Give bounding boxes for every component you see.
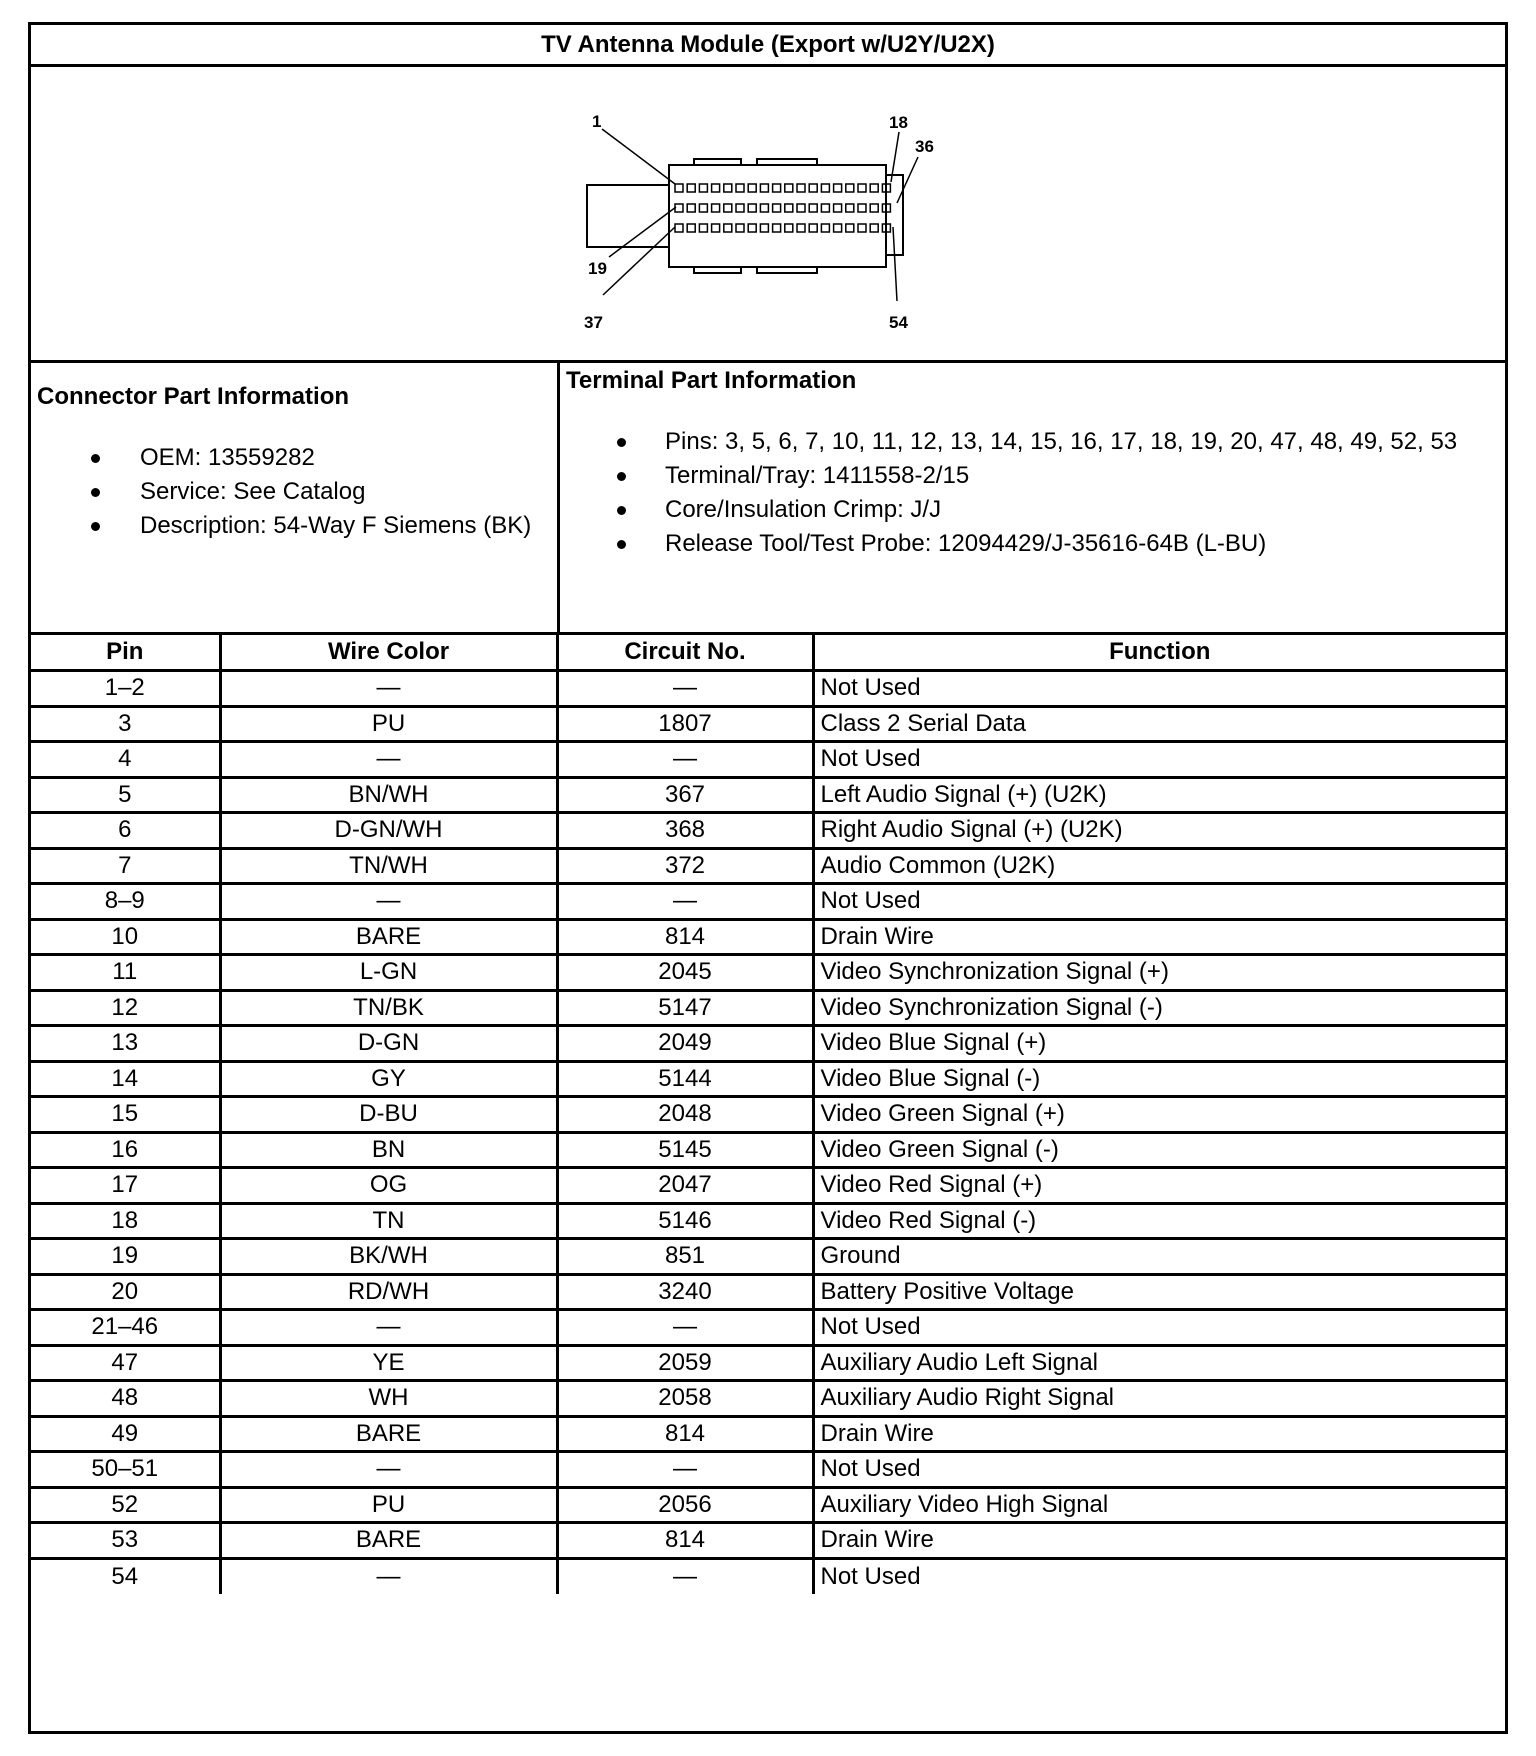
pin-cavity (797, 224, 805, 232)
cell-pin: 54 (31, 1558, 220, 1594)
cell-pin: 19 (31, 1239, 220, 1275)
cell-wire-color: WH (220, 1381, 557, 1417)
table-row (31, 1310, 1505, 1346)
cell-circuit-no: 851 (557, 1239, 813, 1275)
cell-pin: 53 (31, 1523, 220, 1559)
pin-cavity (809, 184, 817, 192)
cell-pin: 4 (31, 742, 220, 778)
cell-function: Video Synchronization Signal (-) (813, 990, 1505, 1026)
table-row (31, 848, 1505, 884)
cell-pin: 10 (31, 919, 220, 955)
cell-wire-color: BN/WH (220, 777, 557, 813)
pin-cavity (858, 224, 866, 232)
leader-line-pin-19 (609, 207, 676, 257)
pin-cavity (675, 224, 683, 232)
pin-cavity (809, 204, 817, 212)
cell-function: Video Synchronization Signal (+) (813, 955, 1505, 991)
cell-function: Not Used (813, 884, 1505, 920)
cell-wire-color: — (220, 1310, 557, 1346)
cell-function: Not Used (813, 1310, 1505, 1346)
cell-pin: 13 (31, 1026, 220, 1062)
cell-wire-color: TN/BK (220, 990, 557, 1026)
callout-label-37: 37 (584, 313, 603, 332)
cell-pin: 18 (31, 1203, 220, 1239)
cell-pin: 1–2 (31, 671, 220, 707)
connector-info-item: Service: See Catalog (31, 475, 557, 509)
connector-info-heading: Connector Part Information (37, 383, 350, 410)
connector-info-item: Description: 54-Way F Siemens (BK) (31, 509, 557, 543)
cell-function: Video Red Signal (-) (813, 1203, 1505, 1239)
cell-wire-color: RD/WH (220, 1274, 557, 1310)
table-row (31, 671, 1505, 707)
callout-label-18: 18 (889, 113, 908, 132)
pin-cavity (748, 224, 756, 232)
cell-circuit-no: 1807 (557, 706, 813, 742)
pin-cavity (748, 184, 756, 192)
pin-cavity (785, 224, 793, 232)
connector-info-list (31, 441, 557, 543)
table-row (31, 706, 1505, 742)
cell-wire-color: YE (220, 1345, 557, 1381)
cell-pin: 21–46 (31, 1310, 220, 1346)
pin-cavity (846, 224, 854, 232)
pin-cavity (687, 204, 695, 212)
terminal-info-list (560, 425, 1504, 561)
pin-cavity (748, 204, 756, 212)
cell-wire-color: TN (220, 1203, 557, 1239)
pin-cavity (797, 204, 805, 212)
terminal-info-item: Release Tool/Test Probe: 12094429/J-35616-64B (L-BU) (560, 527, 1504, 561)
cell-pin: 15 (31, 1097, 220, 1133)
pin-cavity (724, 204, 732, 212)
pin-cavity (858, 184, 866, 192)
table-row (31, 1097, 1505, 1133)
cell-function: Drain Wire (813, 1523, 1505, 1559)
cell-function: Drain Wire (813, 1416, 1505, 1452)
callout-label-1: 1 (592, 112, 602, 131)
cell-circuit-no: 3240 (557, 1274, 813, 1310)
pin-cavity (712, 184, 720, 192)
callout-label-36: 36 (915, 137, 934, 156)
cell-circuit-no: 2048 (557, 1097, 813, 1133)
pin-cavity (870, 184, 878, 192)
cell-pin: 12 (31, 990, 220, 1026)
cell-pin: 50–51 (31, 1452, 220, 1488)
leader-line-pin-36 (897, 157, 918, 203)
cell-circuit-no: 2049 (557, 1026, 813, 1062)
cell-wire-color: L-GN (220, 955, 557, 991)
table-row (31, 919, 1505, 955)
table-row (31, 1523, 1505, 1559)
cell-circuit-no: 5145 (557, 1132, 813, 1168)
cell-pin: 48 (31, 1381, 220, 1417)
pin-cavity (797, 184, 805, 192)
cell-wire-color: BN (220, 1132, 557, 1168)
cell-wire-color: BARE (220, 1416, 557, 1452)
pin-cavity (736, 224, 744, 232)
pin-cavity (858, 204, 866, 212)
page-title: TV Antenna Module (Export w/U2Y/U2X) (31, 25, 1505, 67)
pin-cavity (834, 184, 842, 192)
cell-circuit-no: 2056 (557, 1487, 813, 1523)
cell-pin: 49 (31, 1416, 220, 1452)
cell-function: Not Used (813, 1452, 1505, 1488)
pin-cavity (773, 204, 781, 212)
column-header-wire-color: Wire Color (220, 635, 557, 671)
column-header-pin: Pin (31, 635, 220, 671)
connector-part-info (31, 363, 560, 632)
column-header-function: Function (813, 635, 1505, 671)
connector-body-outline (669, 165, 886, 267)
pin-cavity (821, 204, 829, 212)
cell-function: Auxiliary Audio Left Signal (813, 1345, 1505, 1381)
cell-circuit-no: 372 (557, 848, 813, 884)
cell-wire-color: — (220, 884, 557, 920)
table-row (31, 1239, 1505, 1275)
bullet-icon (91, 454, 100, 463)
cell-function: Video Green Signal (-) (813, 1132, 1505, 1168)
cell-pin: 16 (31, 1132, 220, 1168)
cell-function: Right Audio Signal (+) (U2K) (813, 813, 1505, 849)
table-row (31, 1026, 1505, 1062)
cell-function: Drain Wire (813, 919, 1505, 955)
pin-cavity (821, 184, 829, 192)
connector-latch-outline (587, 185, 669, 247)
pin-cavity (736, 184, 744, 192)
bullet-icon (617, 438, 626, 447)
bullet-icon (617, 506, 626, 515)
cell-circuit-no: 5146 (557, 1203, 813, 1239)
cell-circuit-no: 2047 (557, 1168, 813, 1204)
cell-circuit-no: 2059 (557, 1345, 813, 1381)
pin-cavity (773, 184, 781, 192)
bullet-icon (91, 488, 100, 497)
leader-line-pin-1 (602, 129, 675, 184)
connector-face-drawing (31, 67, 1505, 360)
callout-label-19: 19 (588, 259, 607, 278)
cell-wire-color: BARE (220, 919, 557, 955)
cell-pin: 7 (31, 848, 220, 884)
cell-wire-color: D-GN/WH (220, 813, 557, 849)
cell-pin: 8–9 (31, 884, 220, 920)
cell-circuit-no: 5147 (557, 990, 813, 1026)
cell-function: Video Blue Signal (-) (813, 1061, 1505, 1097)
pin-cavity (846, 204, 854, 212)
table-row (31, 1558, 1505, 1594)
cell-wire-color: PU (220, 706, 557, 742)
cell-wire-color: — (220, 742, 557, 778)
column-header-circuit-no: Circuit No. (557, 635, 813, 671)
cell-circuit-no: 814 (557, 1416, 813, 1452)
table-row (31, 884, 1505, 920)
pin-cavity (712, 224, 720, 232)
pinout-table (31, 635, 1505, 1594)
pin-cavity (736, 204, 744, 212)
cell-wire-color: BK/WH (220, 1239, 557, 1275)
cell-pin: 52 (31, 1487, 220, 1523)
table-row (31, 1274, 1505, 1310)
pin-cavity (687, 184, 695, 192)
cell-function: Left Audio Signal (+) (U2K) (813, 777, 1505, 813)
pin-cavity (712, 204, 720, 212)
cell-pin: 47 (31, 1345, 220, 1381)
cell-circuit-no: 2045 (557, 955, 813, 991)
cell-function: Not Used (813, 1558, 1505, 1594)
pin-cavity (846, 184, 854, 192)
cell-wire-color: PU (220, 1487, 557, 1523)
cell-pin: 6 (31, 813, 220, 849)
cell-function: Video Blue Signal (+) (813, 1026, 1505, 1062)
pin-cavity (687, 224, 695, 232)
pin-cavity (675, 184, 683, 192)
bullet-icon (91, 522, 100, 531)
cell-pin: 11 (31, 955, 220, 991)
part-information-row (31, 363, 1505, 635)
pin-cavity (870, 224, 878, 232)
cell-circuit-no: 2058 (557, 1381, 813, 1417)
pin-cavity (699, 204, 707, 212)
terminal-info-heading: Terminal Part Information (566, 367, 857, 394)
table-row (31, 813, 1505, 849)
cell-circuit-no: 814 (557, 919, 813, 955)
cell-pin: 3 (31, 706, 220, 742)
cell-function: Not Used (813, 742, 1505, 778)
leader-line-pin-54 (893, 227, 897, 301)
table-row (31, 777, 1505, 813)
cell-wire-color: GY (220, 1061, 557, 1097)
cell-function: Class 2 Serial Data (813, 706, 1505, 742)
bullet-icon (617, 472, 626, 481)
cell-circuit-no: — (557, 1558, 813, 1594)
pin-cavity (760, 184, 768, 192)
connector-diagram (31, 67, 1505, 363)
table-row (31, 1452, 1505, 1488)
table-row (31, 1203, 1505, 1239)
cell-function: Ground (813, 1239, 1505, 1275)
cell-function: Not Used (813, 671, 1505, 707)
pin-cavity (834, 204, 842, 212)
cell-circuit-no: 5144 (557, 1061, 813, 1097)
terminal-info-item: Core/Insulation Crimp: J/J (560, 493, 1504, 527)
cell-pin: 14 (31, 1061, 220, 1097)
table-row (31, 1132, 1505, 1168)
pin-cavity (699, 184, 707, 192)
table-row (31, 1345, 1505, 1381)
table-header-row (31, 635, 1505, 671)
cell-circuit-no: 367 (557, 777, 813, 813)
cell-pin: 17 (31, 1168, 220, 1204)
cell-wire-color: — (220, 671, 557, 707)
table-row (31, 1381, 1505, 1417)
callout-label-54: 54 (889, 313, 908, 332)
pin-cavity (785, 184, 793, 192)
cell-wire-color: — (220, 1452, 557, 1488)
table-row (31, 990, 1505, 1026)
cell-circuit-no: — (557, 884, 813, 920)
pin-cavity (724, 184, 732, 192)
cell-wire-color: D-BU (220, 1097, 557, 1133)
cell-circuit-no: — (557, 1310, 813, 1346)
pin-cavity (760, 204, 768, 212)
pin-cavity (773, 224, 781, 232)
cell-wire-color: BARE (220, 1523, 557, 1559)
cell-wire-color: — (220, 1558, 557, 1594)
table-row (31, 955, 1505, 991)
leader-line-pin-37 (603, 227, 675, 295)
pinout-table-body (31, 671, 1505, 1594)
cell-wire-color: OG (220, 1168, 557, 1204)
cell-function: Auxiliary Video High Signal (813, 1487, 1505, 1523)
connector-info-item: OEM: 13559282 (31, 441, 557, 475)
cell-function: Video Green Signal (+) (813, 1097, 1505, 1133)
terminal-info-item: Terminal/Tray: 1411558-2/15 (560, 459, 1504, 493)
cell-pin: 20 (31, 1274, 220, 1310)
pin-cavity (724, 224, 732, 232)
terminal-part-info (560, 363, 1505, 632)
cell-circuit-no: — (557, 742, 813, 778)
cell-circuit-no: — (557, 1452, 813, 1488)
cell-circuit-no: 814 (557, 1523, 813, 1559)
pin-cavity (699, 224, 707, 232)
pin-cavity (785, 204, 793, 212)
cell-wire-color: TN/WH (220, 848, 557, 884)
terminal-info-item: Pins: 3, 5, 6, 7, 10, 11, 12, 13, 14, 15, 16, 17, 18, 19, 20, 47, 48, 49, 52, 53 (560, 425, 1504, 459)
bullet-icon (617, 540, 626, 549)
cell-circuit-no: 368 (557, 813, 813, 849)
pin-cavity (870, 204, 878, 212)
cell-function: Video Red Signal (+) (813, 1168, 1505, 1204)
table-row (31, 1168, 1505, 1204)
cell-pin: 5 (31, 777, 220, 813)
table-row (31, 1487, 1505, 1523)
table-row (31, 1416, 1505, 1452)
pin-cavity (821, 224, 829, 232)
pin-cavity (834, 224, 842, 232)
pin-cavity (760, 224, 768, 232)
pin-cavity (809, 224, 817, 232)
pin-cavity (675, 204, 683, 212)
connector-sheet (28, 22, 1508, 1734)
cell-wire-color: D-GN (220, 1026, 557, 1062)
cell-function: Battery Positive Voltage (813, 1274, 1505, 1310)
table-row (31, 1061, 1505, 1097)
table-row (31, 742, 1505, 778)
cell-circuit-no: — (557, 671, 813, 707)
cell-function: Audio Common (U2K) (813, 848, 1505, 884)
cell-function: Auxiliary Audio Right Signal (813, 1381, 1505, 1417)
